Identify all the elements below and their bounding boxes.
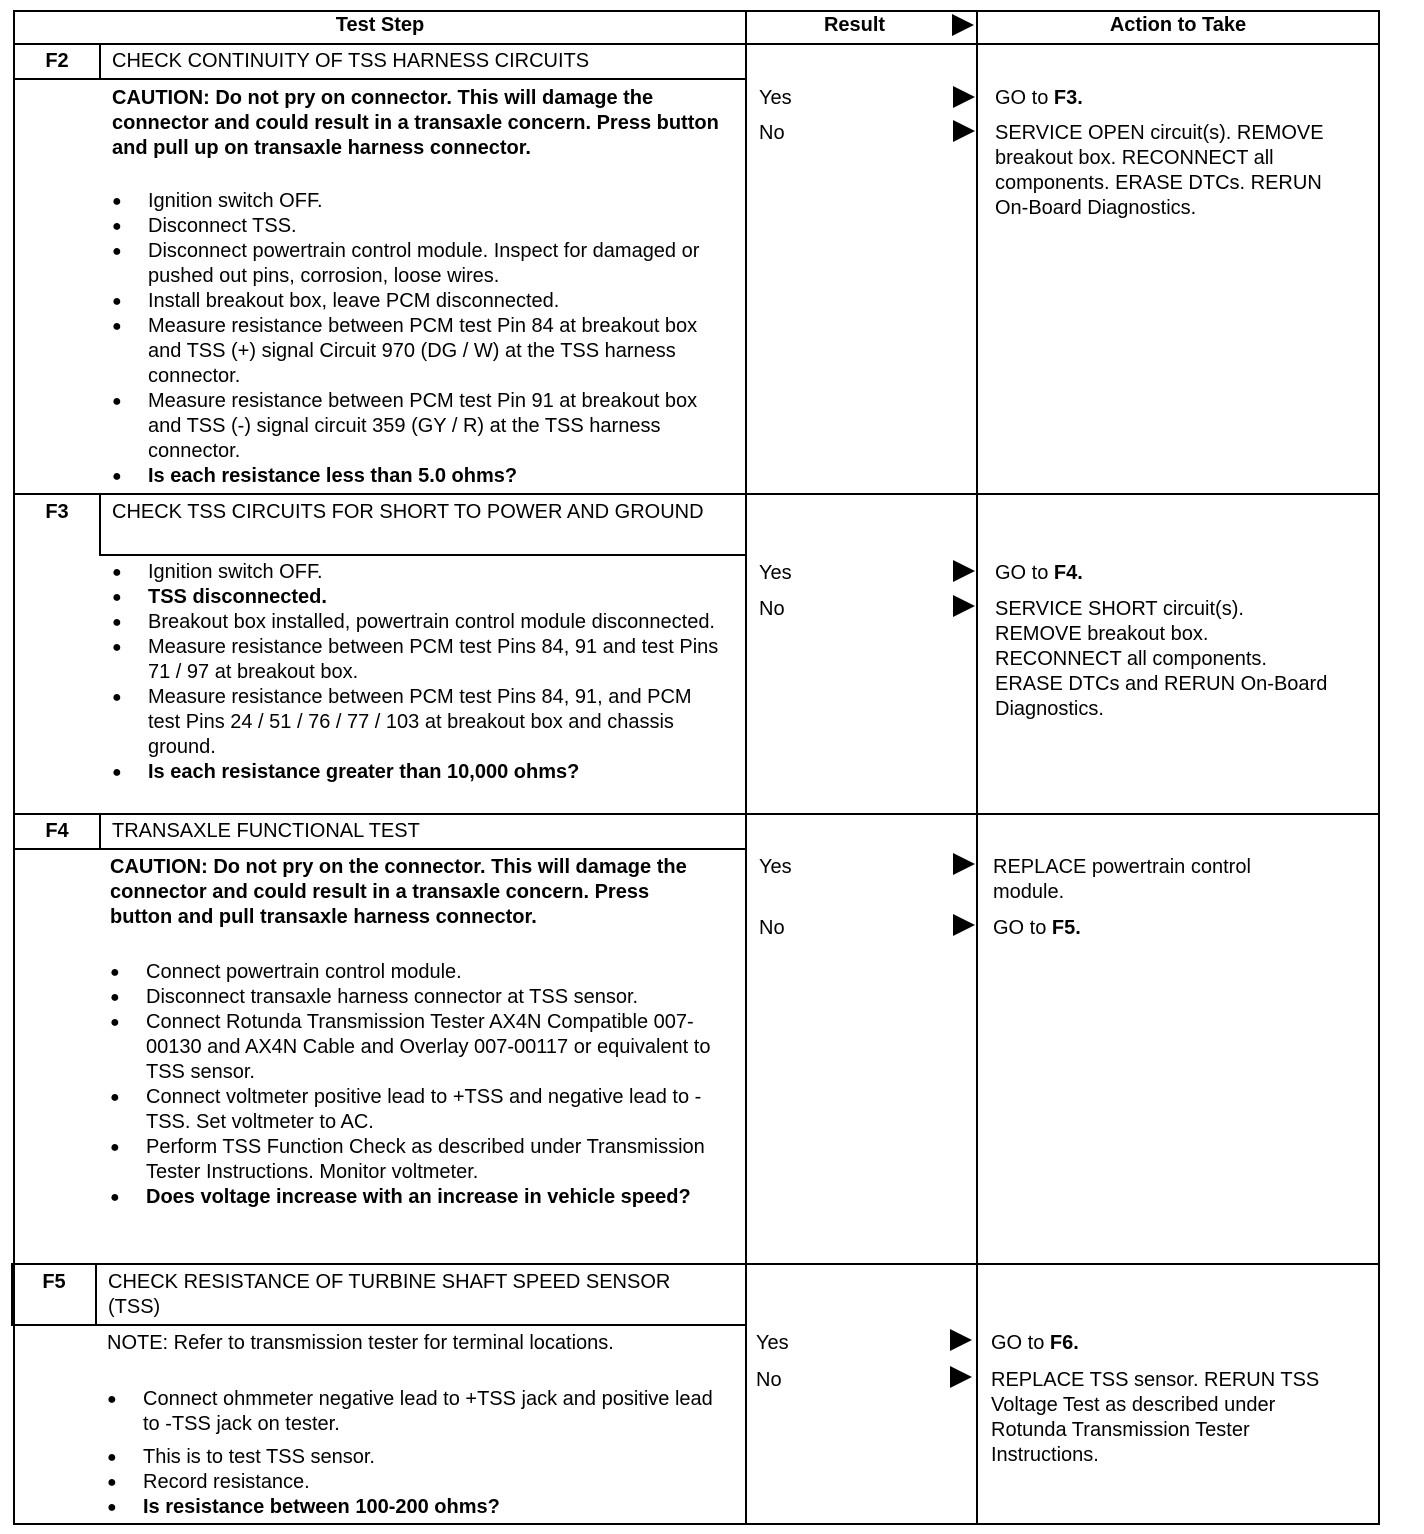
list-item: ● Breakout box installed, powertrain control module disconnected. (112, 610, 727, 635)
list-item: ● Connect powertrain control module. (110, 960, 725, 985)
f5-action-yes: GO to F6. (991, 1332, 1079, 1354)
header-bottom-border (13, 43, 1380, 45)
f2-action-no: SERVICE OPEN circuit(s). REMOVE breakout box. RECONNECT all components. ERASE DTCs. RERUN On-Board Diagnostics. (995, 122, 1324, 219)
list-item: ● TSS disconnected. (112, 585, 727, 610)
step-id-f5: F5 (42, 1271, 66, 1293)
f2-no-arrow-icon (953, 120, 975, 142)
list-item: ● Record resistance. (107, 1470, 727, 1495)
f4-bullet-list (110, 960, 725, 1210)
header-test-step: Test Step (335, 14, 425, 36)
f4-yes-arrow-icon (953, 853, 975, 875)
list-item: ● Disconnect transaxle harness connector at TSS sensor. (110, 985, 725, 1010)
table-left-border (13, 10, 15, 1525)
f4-bottom-border (11, 1263, 1380, 1265)
table-top-border (13, 10, 1380, 12)
f5-title-bottom (11, 1324, 746, 1326)
f3-result-yes: Yes (759, 562, 792, 584)
step-id-f3: F3 (45, 501, 69, 523)
f5-action-no: REPLACE TSS sensor. RERUN TSS Voltage Test as described under Rotunda Transmission Tester Instructions. (991, 1369, 1320, 1466)
table-bottom-border (13, 1523, 1380, 1525)
f3-result-no: No (759, 598, 785, 620)
f5-yes-arrow-icon (950, 1329, 972, 1351)
step-id-f4: F4 (45, 820, 69, 842)
f5-result-yes: Yes (756, 1332, 789, 1354)
list-item: ● Measure resistance between PCM test Pin 84 at breakout box and TSS (+) signal Circuit 970 (DG / W) at the TSS harness connector. (112, 314, 727, 389)
f5-sub-note: ● This is to test TSS sensor. (107, 1445, 727, 1470)
f2-result-no: No (759, 122, 785, 144)
f4-result-yes: Yes (759, 856, 792, 878)
list-item: ● Measure resistance between PCM test Pins 84, 91, and PCM test Pins 24 / 51 / 76 / 77 / 103 at breakout box and chassis ground. (112, 685, 727, 760)
f5-note: NOTE: Refer to transmission tester for terminal locations. (107, 1332, 614, 1354)
f5-result-no: No (756, 1369, 782, 1391)
f2-id-divider (99, 43, 101, 80)
list-item: ● Is each resistance greater than 10,000 ohms? (112, 760, 727, 785)
f4-title-bottom (13, 848, 746, 850)
f5-bullet-list (107, 1387, 727, 1520)
list-item: ● Connect voltmeter positive lead to +TSS and negative lead to -TSS. Set voltmeter to AC. (110, 1085, 725, 1135)
f4-no-arrow-icon (953, 914, 975, 936)
f4-action-no: GO to F5. (993, 917, 1081, 939)
f2-caution: CAUTION: Do not pry on connector. This will damage the connector and could result in a transaxle concern. Press button and pull up on transaxle harness connector. (112, 87, 719, 159)
list-item: ● Ignition switch OFF. (112, 560, 727, 585)
table-right-border (1378, 10, 1380, 1525)
header-arrow-icon (952, 14, 974, 36)
header-result: Result (823, 14, 886, 36)
list-item: ● Does voltage increase with an increase in vehicle speed? (110, 1185, 725, 1210)
f3-bullet-list (112, 560, 727, 785)
f2-bottom-border (13, 493, 1380, 495)
f3-action-yes: GO to F4. (995, 562, 1083, 584)
step-title-f4: TRANSAXLE FUNCTIONAL TEST (112, 820, 420, 842)
header-action: Action to Take (1109, 14, 1247, 36)
f5-no-arrow-icon (950, 1366, 972, 1388)
f3-id-divider (99, 493, 101, 555)
f3-no-arrow-icon (953, 595, 975, 617)
step-title-f5: CHECK RESISTANCE OF TURBINE SHAFT SPEED SENSOR (TSS) (108, 1271, 671, 1318)
col-divider-result (745, 10, 747, 1525)
list-item: ● Ignition switch OFF. (112, 189, 727, 214)
f3-yes-arrow-icon (953, 560, 975, 582)
f2-action-yes: GO to F3. (995, 87, 1083, 109)
f3-bottom-border (13, 813, 1380, 815)
f4-action-yes: REPLACE powertrain control module. (993, 856, 1251, 903)
list-item: ● Is each resistance less than 5.0 ohms? (112, 464, 727, 489)
list-item: ● Is resistance between 100-200 ohms? (107, 1495, 727, 1520)
list-item: ● Perform TSS Function Check as described under Transmission Tester Instructions. Monitor voltmeter. (110, 1135, 725, 1185)
f4-caution: CAUTION: Do not pry on the connector. This will damage the connector and could result in a transaxle concern. Press button and pull transaxle harness connector. (110, 856, 687, 928)
list-item: ● Disconnect powertrain control module. Inspect for damaged or pushed out pins, corrosion, loose wires. (112, 239, 727, 289)
f4-id-divider (99, 813, 101, 850)
list-item: ● Install breakout box, leave PCM disconnected. (112, 289, 727, 314)
list-item: ● Measure resistance between PCM test Pin 91 at breakout box and TSS (-) signal circuit 359 (GY / R) at the TSS harness connector. (112, 389, 727, 464)
f2-bullet-list (112, 189, 727, 489)
f2-result-yes: Yes (759, 87, 792, 109)
f2-title-bottom (13, 78, 746, 80)
list-item: ● Measure resistance between PCM test Pins 84, 91 and test Pins 71 / 97 at breakout box. (112, 635, 727, 685)
list-item: ● Disconnect TSS. (112, 214, 727, 239)
f3-title-bottom (99, 554, 746, 556)
list-item: ● Connect Rotunda Transmission Tester AX4N Compatible 007-00130 and AX4N Cable and Overlay 007-00117 or equivalent to TSS sensor. (110, 1010, 725, 1085)
list-item: ● Connect ohmmeter negative lead to +TSS jack and positive lead to -TSS jack on tester. (107, 1387, 727, 1437)
f5-id-divider (95, 1263, 97, 1325)
f3-action-no: SERVICE SHORT circuit(s). REMOVE breakout box. RECONNECT all components. ERASE DTCs and RERUN On-Board Diagnostics. (995, 598, 1328, 720)
step-title-f3: CHECK TSS CIRCUITS FOR SHORT TO POWER AND GROUND (112, 501, 704, 523)
col-divider-action (976, 10, 978, 1525)
step-id-f2: F2 (45, 50, 69, 72)
f2-yes-arrow-icon (953, 86, 975, 108)
step-title-f2: CHECK CONTINUITY OF TSS HARNESS CIRCUITS (112, 50, 590, 72)
f4-result-no: No (759, 917, 785, 939)
